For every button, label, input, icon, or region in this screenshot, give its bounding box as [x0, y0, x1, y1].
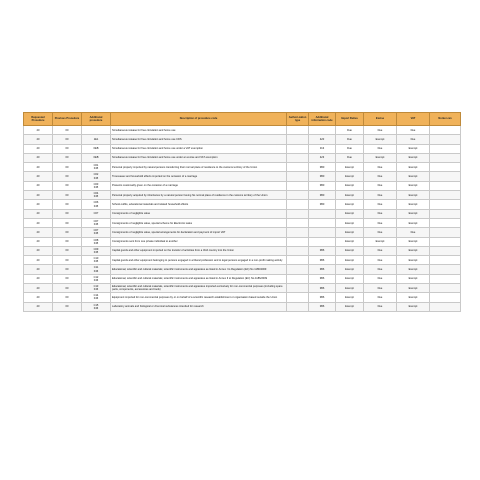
import-duties-cell[interactable]: Exempt: [336, 181, 364, 190]
column-header[interactable]: Requested Procedure: [24, 113, 53, 126]
additional-procedure-cell[interactable]: C04 F45: [82, 191, 111, 200]
authorization-type-cell[interactable]: [287, 209, 309, 218]
previous-procedure-cell[interactable]: 00: [53, 172, 82, 181]
authorization-type-cell[interactable]: [287, 144, 309, 153]
excise-cell[interactable]: Due: [364, 191, 397, 200]
additional-info-cell[interactable]: 3B0: [309, 191, 336, 200]
requested-procedure-cell[interactable]: 40: [24, 274, 53, 283]
additional-procedure-cell[interactable]: C11 F46: [82, 265, 111, 274]
additional-info-cell[interactable]: [309, 228, 336, 237]
description-cell[interactable]: School outfits, educational materials and related household effects: [111, 200, 287, 209]
table-row[interactable]: [24, 163, 461, 172]
nonterran-cell[interactable]: [430, 163, 461, 172]
description-cell[interactable]: Equipment imported for non-commercial purposes by or on behalf of a scientific research establishment or organisation based outside the Union: [111, 293, 287, 302]
excise-cell[interactable]: Due: [364, 218, 397, 227]
additional-info-cell[interactable]: 3B6: [309, 284, 336, 293]
additional-procedure-cell[interactable]: C02 F45: [82, 172, 111, 181]
description-cell[interactable]: Simultaneous release for free circulation and home use under a VAT exemption: [111, 144, 287, 153]
additional-info-cell[interactable]: 3B6: [309, 302, 336, 311]
nonterran-cell[interactable]: [430, 209, 461, 218]
description-cell[interactable]: Simultaneous release for free circulation and home use: [111, 126, 287, 135]
table-row[interactable]: [24, 246, 461, 255]
excise-cell[interactable]: Due: [364, 256, 397, 265]
previous-procedure-cell[interactable]: 00: [53, 209, 82, 218]
requested-procedure-cell[interactable]: 40: [24, 126, 53, 135]
nonterran-cell[interactable]: [430, 265, 461, 274]
additional-procedure-cell[interactable]: [82, 126, 111, 135]
vat-cell[interactable]: Exempt: [397, 181, 430, 190]
nonterran-cell[interactable]: [430, 126, 461, 135]
previous-procedure-cell[interactable]: 00: [53, 218, 82, 227]
authorization-type-cell[interactable]: [287, 237, 309, 246]
excise-cell[interactable]: Due: [364, 172, 397, 181]
excise-cell[interactable]: Due: [364, 274, 397, 283]
nonterran-cell[interactable]: [430, 293, 461, 302]
excise-cell[interactable]: Due: [364, 126, 397, 135]
authorization-type-cell[interactable]: [287, 246, 309, 255]
excise-cell[interactable]: Due: [364, 302, 397, 311]
additional-info-cell[interactable]: 3B6: [309, 274, 336, 283]
import-duties-cell[interactable]: Exempt: [336, 237, 364, 246]
description-cell[interactable]: Capital goods and other equipment belonging to persons engaged in a liberal profession and to legal persons engaged in a non-profit making activity: [111, 256, 287, 265]
additional-info-cell[interactable]: 420: [309, 135, 336, 144]
authorization-type-cell[interactable]: [287, 284, 309, 293]
requested-procedure-cell[interactable]: 40: [24, 293, 53, 302]
requested-procedure-cell[interactable]: 40: [24, 163, 53, 172]
authorization-type-cell[interactable]: [287, 293, 309, 302]
description-cell[interactable]: Trousseaux and household effects imported on the occasion of a marriage: [111, 172, 287, 181]
excise-cell[interactable]: Due: [364, 293, 397, 302]
requested-procedure-cell[interactable]: 40: [24, 218, 53, 227]
table-row[interactable]: [24, 293, 461, 302]
additional-procedure-cell[interactable]: 0EB: [82, 144, 111, 153]
authorization-type-cell[interactable]: [287, 200, 309, 209]
vat-cell[interactable]: Exempt: [397, 163, 430, 172]
requested-procedure-cell[interactable]: 40: [24, 265, 53, 274]
requested-procedure-cell[interactable]: 40: [24, 153, 53, 162]
additional-procedure-cell[interactable]: C12 F46: [82, 274, 111, 283]
additional-procedure-cell[interactable]: C14 F46: [82, 293, 111, 302]
column-header[interactable]: Excise: [364, 113, 397, 126]
description-cell[interactable]: Educational, scientific and cultural materials, scientific instruments and apparatus imported exclusively for non-commercial purposes (including spare parts, components, accessories and tools): [111, 284, 287, 293]
previous-procedure-cell[interactable]: 00: [53, 246, 82, 255]
additional-info-cell[interactable]: 3B0: [309, 172, 336, 181]
requested-procedure-cell[interactable]: 40: [24, 284, 53, 293]
additional-procedure-cell[interactable]: C07: [82, 209, 111, 218]
table-row[interactable]: [24, 237, 461, 246]
additional-info-cell[interactable]: [309, 126, 336, 135]
requested-procedure-cell[interactable]: 40: [24, 191, 53, 200]
import-duties-cell[interactable]: Due: [336, 135, 364, 144]
additional-info-cell[interactable]: 423: [309, 153, 336, 162]
description-cell[interactable]: Consignments of negligible value, special scheme for Electronic sales: [111, 218, 287, 227]
description-cell[interactable]: Consignments of negligible value: [111, 209, 287, 218]
nonterran-cell[interactable]: [430, 200, 461, 209]
previous-procedure-cell[interactable]: 00: [53, 153, 82, 162]
description-cell[interactable]: Laboratory animals and biological or chemical substances intended for research: [111, 302, 287, 311]
import-duties-cell[interactable]: Due: [336, 126, 364, 135]
import-duties-cell[interactable]: Exempt: [336, 218, 364, 227]
additional-procedure-cell[interactable]: C01 F45: [82, 163, 111, 172]
additional-procedure-cell[interactable]: C13 F46: [82, 284, 111, 293]
vat-cell[interactable]: Due: [397, 126, 430, 135]
additional-info-cell[interactable]: 3B6: [309, 256, 336, 265]
previous-procedure-cell[interactable]: 00: [53, 293, 82, 302]
excise-cell[interactable]: Due: [364, 265, 397, 274]
additional-info-cell[interactable]: 313: [309, 144, 336, 153]
column-header[interactable]: VAT: [397, 113, 430, 126]
authorization-type-cell[interactable]: [287, 163, 309, 172]
nonterran-cell[interactable]: [430, 246, 461, 255]
header-row: [24, 113, 461, 126]
previous-procedure-cell[interactable]: 00: [53, 191, 82, 200]
column-header[interactable]: Import Duties: [336, 113, 364, 126]
authorization-type-cell[interactable]: [287, 302, 309, 311]
table-body: [24, 126, 461, 312]
vat-cell[interactable]: Exempt: [397, 200, 430, 209]
requested-procedure-cell[interactable]: 40: [24, 237, 53, 246]
column-header[interactable]: Additional procedure: [82, 113, 111, 126]
excise-cell[interactable]: Due: [364, 200, 397, 209]
previous-procedure-cell[interactable]: 00: [53, 284, 82, 293]
additional-procedure-cell[interactable]: C10 F45: [82, 256, 111, 265]
table-row[interactable]: [24, 181, 461, 190]
nonterran-cell[interactable]: [430, 237, 461, 246]
authorization-type-cell[interactable]: [287, 126, 309, 135]
table-row[interactable]: [24, 209, 461, 218]
vat-cell[interactable]: Exempt: [397, 144, 430, 153]
authorization-type-cell[interactable]: [287, 218, 309, 227]
nonterran-cell[interactable]: [430, 144, 461, 153]
nonterran-cell[interactable]: [430, 256, 461, 265]
previous-procedure-cell[interactable]: 00: [53, 274, 82, 283]
excise-cell[interactable]: Due: [364, 163, 397, 172]
previous-procedure-cell[interactable]: 00: [53, 163, 82, 172]
additional-info-cell[interactable]: [309, 218, 336, 227]
previous-procedure-cell[interactable]: 00: [53, 228, 82, 237]
description-cell[interactable]: Personal property acquired by inheritance by a natural person having his normal place of residence in the customs territory of the Union: [111, 191, 287, 200]
additional-info-cell[interactable]: 3B0: [309, 181, 336, 190]
nonterran-cell[interactable]: [430, 284, 461, 293]
requested-procedure-cell[interactable]: 40: [24, 181, 53, 190]
vat-cell[interactable]: Exempt: [397, 274, 430, 283]
vat-cell[interactable]: Due: [397, 135, 430, 144]
table-row[interactable]: [24, 302, 461, 311]
authorization-type-cell[interactable]: [287, 265, 309, 274]
nonterran-cell[interactable]: [430, 302, 461, 311]
additional-procedure-cell[interactable]: C08 F45: [82, 237, 111, 246]
column-header[interactable]: Nonter-ran: [430, 113, 461, 126]
authorization-type-cell[interactable]: [287, 135, 309, 144]
nonterran-cell[interactable]: [430, 218, 461, 227]
import-duties-cell[interactable]: Exempt: [336, 172, 364, 181]
table-row[interactable]: [24, 191, 461, 200]
previous-procedure-cell[interactable]: 00: [53, 265, 82, 274]
excise-cell[interactable]: Due: [364, 284, 397, 293]
previous-procedure-cell[interactable]: 00: [53, 256, 82, 265]
column-header[interactable]: Additional information code: [309, 113, 336, 126]
excise-cell[interactable]: Due: [364, 228, 397, 237]
authorization-type-cell[interactable]: [287, 274, 309, 283]
description-cell[interactable]: Capital goods and other equipment imported on the transfer of activities from a third country into the Union: [111, 246, 287, 255]
import-duties-cell[interactable]: Exempt: [336, 284, 364, 293]
previous-procedure-cell[interactable]: 00: [53, 302, 82, 311]
vat-cell[interactable]: Exempt: [397, 293, 430, 302]
additional-procedure-cell[interactable]: C03 F45: [82, 181, 111, 190]
nonterran-cell[interactable]: [430, 172, 461, 181]
table-row[interactable]: [24, 135, 461, 144]
additional-info-cell[interactable]: 3B6: [309, 293, 336, 302]
import-duties-cell[interactable]: Exempt: [336, 191, 364, 200]
import-duties-cell[interactable]: Exempt: [336, 200, 364, 209]
requested-procedure-cell[interactable]: 40: [24, 228, 53, 237]
import-duties-cell[interactable]: Due: [336, 153, 364, 162]
requested-procedure-cell[interactable]: 40: [24, 144, 53, 153]
import-duties-cell[interactable]: Exempt: [336, 302, 364, 311]
table-row[interactable]: [24, 256, 461, 265]
previous-procedure-cell[interactable]: 00: [53, 181, 82, 190]
additional-procedure-cell[interactable]: C09 F45: [82, 246, 111, 255]
vat-cell[interactable]: Exempt: [397, 218, 430, 227]
description-cell[interactable]: Educational, scientific and cultural materials; scientific instruments and apparatus as listed in Annex II to Regulation (EC) No 1186/2009: [111, 274, 287, 283]
nonterran-cell[interactable]: [430, 228, 461, 237]
vat-cell[interactable]: Exempt: [397, 209, 430, 218]
import-duties-cell[interactable]: Exempt: [336, 228, 364, 237]
vat-cell[interactable]: Exempt: [397, 191, 430, 200]
column-header[interactable]: Description of procedure code: [111, 113, 287, 126]
excise-cell[interactable]: Due: [364, 144, 397, 153]
import-duties-cell[interactable]: Exempt: [336, 163, 364, 172]
authorization-type-cell[interactable]: [287, 172, 309, 181]
excise-cell[interactable]: Due: [364, 181, 397, 190]
authorization-type-cell[interactable]: [287, 153, 309, 162]
import-duties-cell[interactable]: Exempt: [336, 265, 364, 274]
additional-procedure-cell[interactable]: C07 F45: [82, 218, 111, 227]
requested-procedure-cell[interactable]: 40: [24, 302, 53, 311]
description-cell[interactable]: Personal property imported by natural persons transferring their normal place of residence to the customs territory of the Union: [111, 163, 287, 172]
nonterran-cell[interactable]: [430, 274, 461, 283]
vat-cell[interactable]: Exempt: [397, 256, 430, 265]
previous-procedure-cell[interactable]: 00: [53, 200, 82, 209]
additional-procedure-cell[interactable]: C07 F45: [82, 228, 111, 237]
import-duties-cell[interactable]: Exempt: [336, 209, 364, 218]
table-row[interactable]: [24, 218, 461, 227]
requested-procedure-cell[interactable]: 40: [24, 246, 53, 255]
table-row[interactable]: [24, 265, 461, 274]
description-cell[interactable]: Simultaneous release for free circulation and home use under an excise and VAT exemption: [111, 153, 287, 162]
column-header[interactable]: Authori-zation type: [287, 113, 309, 126]
vat-cell[interactable]: Exempt: [397, 237, 430, 246]
table-row[interactable]: [24, 172, 461, 181]
additional-info-cell[interactable]: 3B0: [309, 200, 336, 209]
table-row[interactable]: [24, 200, 461, 209]
column-header[interactable]: Previous Procedure: [53, 113, 82, 126]
additional-info-cell[interactable]: [309, 237, 336, 246]
description-cell[interactable]: Consignments of negligible value, special arrangements for declaration and payment of import VAT: [111, 228, 287, 237]
additional-procedure-cell[interactable]: C15 F46: [82, 302, 111, 311]
additional-info-cell[interactable]: 3B0: [309, 163, 336, 172]
excise-cell[interactable]: Due: [364, 209, 397, 218]
requested-procedure-cell[interactable]: 40: [24, 209, 53, 218]
requested-procedure-cell[interactable]: 40: [24, 135, 53, 144]
import-duties-cell[interactable]: Exempt: [336, 293, 364, 302]
excise-cell[interactable]: Exempt: [364, 135, 397, 144]
additional-info-cell[interactable]: [309, 209, 336, 218]
description-cell[interactable]: Consignments sent from one private individual to another: [111, 237, 287, 246]
table-row[interactable]: [24, 153, 461, 162]
excise-cell[interactable]: Exempt: [364, 153, 397, 162]
table-row[interactable]: [24, 284, 461, 293]
description-cell[interactable]: Presents customarily given on the occasion of a marriage: [111, 181, 287, 190]
previous-procedure-cell[interactable]: 00: [53, 144, 82, 153]
additional-info-cell[interactable]: 3B6: [309, 265, 336, 274]
procedure-codes-table: [23, 112, 461, 312]
import-duties-cell[interactable]: Exempt: [336, 256, 364, 265]
additional-procedure-cell[interactable]: 1E1: [82, 135, 111, 144]
authorization-type-cell[interactable]: [287, 256, 309, 265]
table-row[interactable]: [24, 228, 461, 237]
additional-procedure-cell[interactable]: 0EB: [82, 153, 111, 162]
description-cell[interactable]: Educational, scientific and cultural materials; scientific instruments and apparatus as listed in Annex I to Regulation (EC) No 1186/2009: [111, 265, 287, 274]
previous-procedure-cell[interactable]: 00: [53, 237, 82, 246]
requested-procedure-cell[interactable]: 40: [24, 256, 53, 265]
vat-cell[interactable]: Exempt: [397, 246, 430, 255]
table-row[interactable]: [24, 144, 461, 153]
import-duties-cell[interactable]: Exempt: [336, 274, 364, 283]
nonterran-cell[interactable]: [430, 135, 461, 144]
import-duties-cell[interactable]: Exempt: [336, 246, 364, 255]
vat-cell[interactable]: Exempt: [397, 172, 430, 181]
nonterran-cell[interactable]: [430, 191, 461, 200]
requested-procedure-cell[interactable]: 40: [24, 200, 53, 209]
vat-cell[interactable]: Exempt: [397, 302, 430, 311]
nonterran-cell[interactable]: [430, 153, 461, 162]
authorization-type-cell[interactable]: [287, 181, 309, 190]
table-row[interactable]: [24, 126, 461, 135]
table-row[interactable]: [24, 274, 461, 283]
import-duties-cell[interactable]: Due: [336, 144, 364, 153]
vat-cell[interactable]: Exempt: [397, 265, 430, 274]
description-cell[interactable]: Simultaneous release for free circulation and home use CDS: [111, 135, 287, 144]
previous-procedure-cell[interactable]: 00: [53, 135, 82, 144]
requested-procedure-cell[interactable]: 40: [24, 172, 53, 181]
excise-cell[interactable]: Exempt: [364, 237, 397, 246]
additional-info-cell[interactable]: 3B6: [309, 246, 336, 255]
authorization-type-cell[interactable]: [287, 228, 309, 237]
authorization-type-cell[interactable]: [287, 191, 309, 200]
excise-cell[interactable]: Due: [364, 246, 397, 255]
vat-cell[interactable]: Due: [397, 228, 430, 237]
vat-cell[interactable]: Exempt: [397, 153, 430, 162]
additional-procedure-cell[interactable]: C06 F45: [82, 200, 111, 209]
previous-procedure-cell[interactable]: 00: [53, 126, 82, 135]
nonterran-cell[interactable]: [430, 181, 461, 190]
vat-cell[interactable]: Exempt: [397, 284, 430, 293]
